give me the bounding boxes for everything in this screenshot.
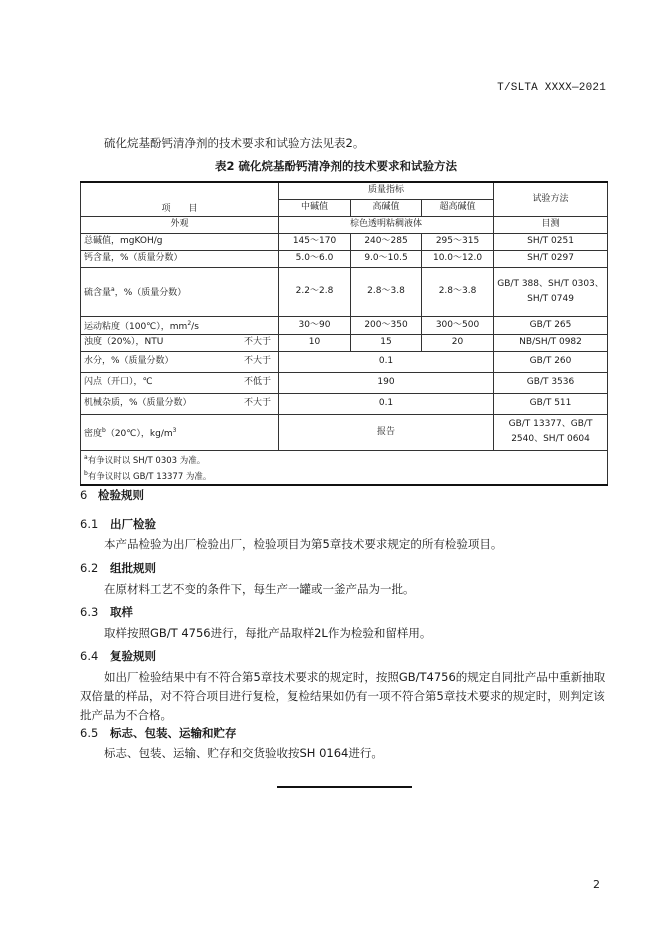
row-limit: 不低于 xyxy=(243,377,271,387)
table-row xyxy=(81,267,608,316)
table-row xyxy=(81,372,608,393)
section-6-4-text: 如出厂检验结果中有不符合第5章技术要求的规定时，按照GB/T4756的规定自同批产品中重新抽取双倍量的样品，对不符合项目进行复检，复检结果如仍有一项不符合第5章技术要求的规定时，则判定该批产品为不合格。 xyxy=(80,670,606,722)
table-row xyxy=(81,216,608,233)
row-mid: 5.0～6.0 xyxy=(279,250,351,267)
row-item: 外观 xyxy=(81,216,279,233)
row-value: 0.1 xyxy=(279,351,494,372)
row-item: 机械杂质，%（质量分数） 不大于 xyxy=(81,393,279,414)
section-6-5-heading: 6.5 标志、包装、运输和贮存 xyxy=(80,726,237,740)
table-row xyxy=(81,316,608,334)
row-high: 200～350 xyxy=(351,316,422,334)
table-row xyxy=(81,351,608,372)
row-mid: 145～170 xyxy=(279,233,351,250)
row-value: 0.1 xyxy=(279,393,494,414)
row-high: 15 xyxy=(351,334,422,351)
table-row xyxy=(81,233,608,250)
header-ultra: 超高碱值 xyxy=(422,199,494,216)
section-6-1-text: 本产品检验为出厂检验出厂，检验项目为第5章技术要求规定的所有检验项目。 xyxy=(104,537,503,551)
row-item: 浊度（20%），NTU 不大于 xyxy=(81,334,279,351)
table-header-row xyxy=(81,182,608,199)
row-high: 9.0～10.5 xyxy=(351,250,422,267)
table-note-row xyxy=(81,467,608,485)
row-method: GB/T 388、SH/T 0303、 SH/T 0749 xyxy=(494,267,608,316)
table-note-row xyxy=(81,450,608,467)
row-limit: 不大于 xyxy=(243,337,271,347)
document-code: T/SLTA XXXX—2021 xyxy=(497,82,606,94)
section-6-2-text: 在原材料工艺不变的条件下，每生产一罐或一釜产品为一批。 xyxy=(104,582,415,596)
section-6-heading: 6 检验规则 xyxy=(80,488,144,502)
section-6-3-text: 取样按照GB/T 4756进行，每批产品取样2L作为检验和留样用。 xyxy=(104,626,432,640)
section-6-1-heading: 6.1 出厂检验 xyxy=(80,517,156,531)
table-row xyxy=(81,393,608,414)
intro-text: 硫化烷基酚钙清净剂的技术要求和试验方法见表2。 xyxy=(104,136,365,150)
row-high: 2.8～3.8 xyxy=(351,267,422,316)
row-method: SH/T 0297 xyxy=(494,250,608,267)
row-method: GB/T 13377、GB/T 2540、SH/T 0604 xyxy=(494,414,608,450)
row-item: 水分，%（质量分数） 不大于 xyxy=(81,351,279,372)
row-mid: 30～90 xyxy=(279,316,351,334)
row-method: SH/T 0251 xyxy=(494,233,608,250)
header-item: 项 目 xyxy=(81,182,279,216)
header-high: 高碱值 xyxy=(351,199,422,216)
end-of-document-line xyxy=(277,786,412,788)
header-method: 试验方法 xyxy=(494,182,608,216)
row-value: 报告 xyxy=(279,414,494,450)
table-row xyxy=(81,414,608,450)
row-ultra: 2.8～3.8 xyxy=(422,267,494,316)
row-high: 240～285 xyxy=(351,233,422,250)
row-limit: 不大于 xyxy=(243,398,271,408)
row-mid: 10 xyxy=(279,334,351,351)
row-mid: 2.2～2.8 xyxy=(279,267,351,316)
section-6-2-heading: 6.2 组批规则 xyxy=(80,561,156,575)
section-6-3-heading: 6.3 取样 xyxy=(80,605,133,619)
table-row xyxy=(81,250,608,267)
row-method: 目测 xyxy=(494,216,608,233)
row-item: 钙含量，%（质量分数） xyxy=(81,250,279,267)
row-item: 闪点（开口），℃ 不低于 xyxy=(81,372,279,393)
row-method: GB/T 511 xyxy=(494,393,608,414)
row-ultra: 10.0～12.0 xyxy=(422,250,494,267)
header-quality: 质量指标 xyxy=(279,182,494,199)
row-item: 硫含量$^a$，%（质量分数） xyxy=(81,267,279,316)
row-ultra: 300～500 xyxy=(422,316,494,334)
row-method: GB/T 3536 xyxy=(494,372,608,393)
row-value: 棕色透明粘稠液体 xyxy=(279,216,494,233)
row-limit: 不大于 xyxy=(243,356,271,366)
row-ultra: 20 xyxy=(422,334,494,351)
table-note-b: $^b$有争议时以 GB/T 13377 为准。 xyxy=(81,467,608,485)
header-mid: 中碱值 xyxy=(279,199,351,216)
table-title: 表2 硫化烷基酚钙清净剂的技术要求和试验方法 xyxy=(214,159,457,173)
row-method: GB/T 265 xyxy=(494,316,608,334)
page-number: 2 xyxy=(593,878,600,891)
row-ultra: 295～315 xyxy=(422,233,494,250)
row-item: 总碱值，mgKOH/g xyxy=(81,233,279,250)
spec-table xyxy=(80,181,608,486)
table-row xyxy=(81,334,608,351)
section-6-5-text: 标志、包装、运输、贮存和交货验收按SH 0164进行。 xyxy=(104,746,383,760)
row-value: 190 xyxy=(279,372,494,393)
section-6-4-heading: 6.4 复验规则 xyxy=(80,649,156,663)
row-item: 密度$^b$（20℃），$kg/m^3$ xyxy=(81,414,279,450)
row-method: GB/T 260 xyxy=(494,351,608,372)
table-note-a: $^a$有争议时以 SH/T 0303 为准。 xyxy=(81,450,608,467)
row-item: 运动粘度（100℃），$mm^2/s$ xyxy=(81,316,279,334)
row-method: NB/SH/T 0982 xyxy=(494,334,608,351)
